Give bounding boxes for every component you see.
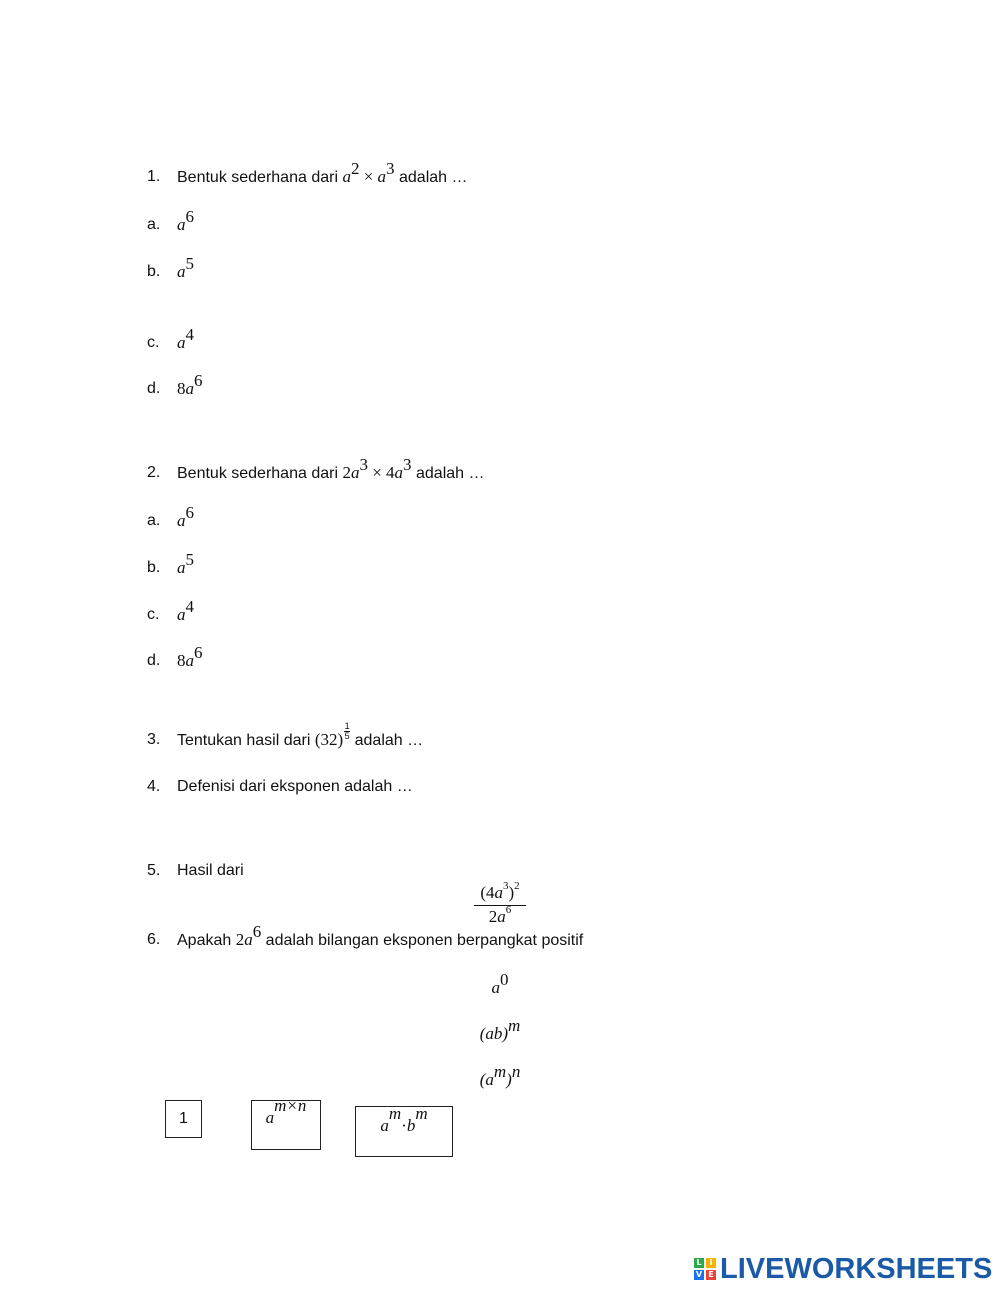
question-number: 4. xyxy=(147,778,161,795)
question-number: 5. xyxy=(147,862,161,879)
answer-box[interactable]: 1 xyxy=(165,1100,202,1138)
option-label: b. xyxy=(147,559,161,576)
fraction-exponent: $\frac{1}{5}$ xyxy=(344,721,350,741)
fraction-expression: $(4a^3)^2$ $2a^6$ xyxy=(472,882,528,927)
logo-text: LIVEWORKSHEETS xyxy=(720,1252,993,1285)
expression-ab-m[interactable]: (ab)$^m$ xyxy=(479,1015,521,1043)
question-text: Defenisi dari eksponen adalah … xyxy=(177,778,413,795)
answer-box[interactable]: a $^{m\times n}$ xyxy=(251,1100,321,1150)
option-label: a. xyxy=(147,216,161,233)
option-label: c. xyxy=(147,334,160,351)
option-label: b. xyxy=(147,263,161,280)
answer-box[interactable]: a $^m$ · b $^m$ xyxy=(355,1106,453,1157)
question-text: Tentukan hasil dari xyxy=(177,732,315,749)
option-label: d. xyxy=(147,652,161,669)
question-number: 3. xyxy=(147,731,161,748)
question-number: 2. xyxy=(147,464,161,481)
question-number: 1. xyxy=(147,168,161,185)
liveworksheets-logo xyxy=(694,1252,993,1285)
option-label: a. xyxy=(147,512,161,529)
question-text: Bentuk sederhana dari xyxy=(177,169,343,186)
question-number: 6. xyxy=(147,931,161,948)
option-label: d. xyxy=(147,380,161,397)
question-text: Bentuk sederhana dari xyxy=(177,465,343,482)
question-text: Apakah xyxy=(177,932,236,949)
logo-mark: L I V E xyxy=(694,1258,716,1280)
option-label: c. xyxy=(147,606,160,623)
question-text: Hasil dari xyxy=(177,862,244,879)
expression-am-n[interactable]: $(a^m)^n$ xyxy=(479,1061,521,1089)
expression-a0[interactable]: $a^0$ xyxy=(491,969,509,997)
